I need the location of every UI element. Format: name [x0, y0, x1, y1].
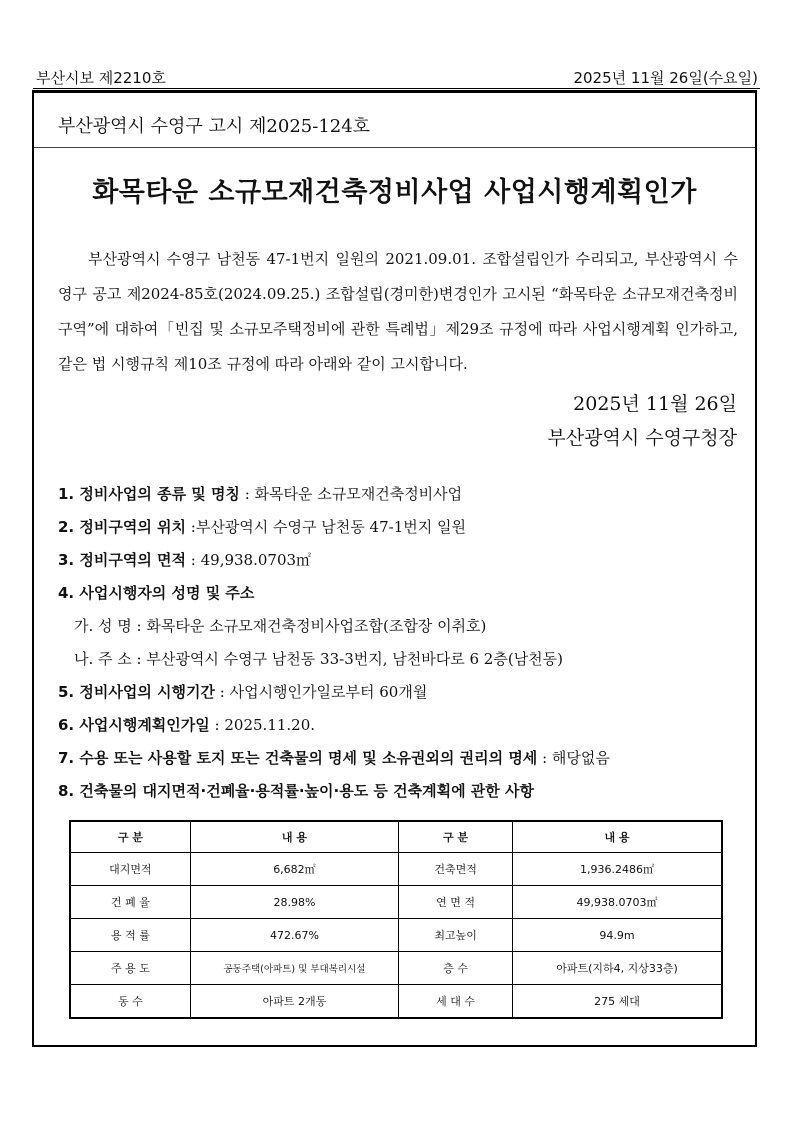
table-row: [70, 919, 722, 952]
notice-number: 부산광역시 수영구 고시 제2025-124호: [58, 116, 371, 137]
item-list: [58, 483, 748, 813]
table-cell: 49,938.0703㎡: [513, 886, 722, 919]
table-cell: 1,936.2486㎡: [513, 853, 722, 886]
table-cell: 275 세대: [513, 985, 722, 1019]
table-header: 내 용: [513, 821, 722, 853]
table-cell: 6,682㎡: [190, 853, 398, 886]
table-header-row: [70, 821, 722, 853]
table-cell: 건 폐 율: [70, 886, 190, 919]
table-cell: 최고높이: [399, 919, 513, 952]
table-row: [70, 985, 722, 1019]
table-cell: 용 적 률: [70, 919, 190, 952]
table-cell: 472.67%: [190, 919, 398, 952]
table-header: 구 분: [399, 821, 513, 853]
list-item: 7. 수용 또는 사용할 토지 또는 건축물의 명세 및 소유권외의 권리의 명세 : 해당없음: [58, 749, 610, 767]
table-row: [70, 853, 722, 886]
list-item: 4. 사업시행자의 성명 및 주소: [58, 584, 255, 602]
table-cell: 건축면적: [399, 853, 513, 886]
list-item: 2. 정비구역의 위치 :부산광역시 수영구 남천동 47-1번지 일원: [58, 518, 466, 536]
table-cell: 세 대 수: [399, 985, 513, 1019]
table-row: [70, 952, 722, 985]
notice-title: 화목타운 소규모재건축정비사업 사업시행계획인가: [92, 177, 697, 208]
table-header: 내 용: [190, 821, 398, 853]
table-row: [70, 886, 722, 919]
list-sub-item: 가. 성 명 : 화목타운 소규모재건축정비사업조합(조합장 이취호): [74, 617, 487, 635]
notice-paragraph: [58, 242, 738, 382]
list-item: 5. 정비사업의 시행기간 : 사업시행인가일로부터 60개월: [58, 683, 428, 701]
notice-date: 2025년 11월 26일: [573, 393, 737, 415]
notice-signer: 부산광역시 수영구청장: [547, 427, 737, 449]
notice-divider: [34, 147, 755, 148]
table-cell: 28.98%: [190, 886, 398, 919]
table-cell: 동 수: [70, 985, 190, 1019]
list-item: 6. 사업시행계획인가일 : 2025.11.20.: [58, 716, 316, 734]
table-cell: 연 면 적: [399, 886, 513, 919]
list-item: 3. 정비구역의 면적 : 49,938.0703㎡: [58, 551, 312, 569]
table-cell: 층 수: [399, 952, 513, 985]
list-item: 1. 정비사업의 종류 및 명칭 : 화목타운 소규모재건축정비사업: [58, 485, 463, 503]
table-cell: 94.9m: [513, 919, 722, 952]
table-header: 구 분: [70, 821, 190, 853]
notice-paragraph-text: 부산광역시 수영구 남천동 47-1번지 일원의 2021.09.01. 조합설립인가 수리되고, 부산광역시 수영구 공고 제2024-85호(2024.09.25.) 조합설립(경미한)변경인가 고시된 “화목타운 소규모재건축정비구역”에 대하여「빈집 및 소규모주택정비에 관한 특례법」제29조 규정에 따라 사업시행계획 인가하고, 같은 법 시행규칙 제10조 규정에 따라 아래와 같이 고시합니다.: [58, 250, 738, 373]
page-header: [33, 64, 760, 86]
gazette-issue: 부산시보 제2210호: [36, 69, 166, 87]
gazette-date: 2025년 11월 26일(수요일): [573, 69, 758, 87]
table-cell: 아파트 2개동: [190, 985, 398, 1019]
table-cell: 아파트(지하4, 지상33층): [513, 952, 722, 985]
list-item: 8. 건축물의 대지면적·건폐율·용적률·높이·용도 등 건축계획에 관한 사항: [58, 782, 534, 800]
table-cell: 대지면적: [70, 853, 190, 886]
table-cell: 주 용 도: [70, 952, 190, 985]
list-sub-item: 나. 주 소 : 부산광역시 수영구 남천동 33-3번지, 남천바다로 6 2층(남천동): [74, 650, 564, 668]
header-divider: [33, 88, 760, 89]
table-cell: 공동주택(아파트) 및 부대복리시설: [190, 952, 398, 985]
building-plan-table: [69, 820, 723, 1019]
